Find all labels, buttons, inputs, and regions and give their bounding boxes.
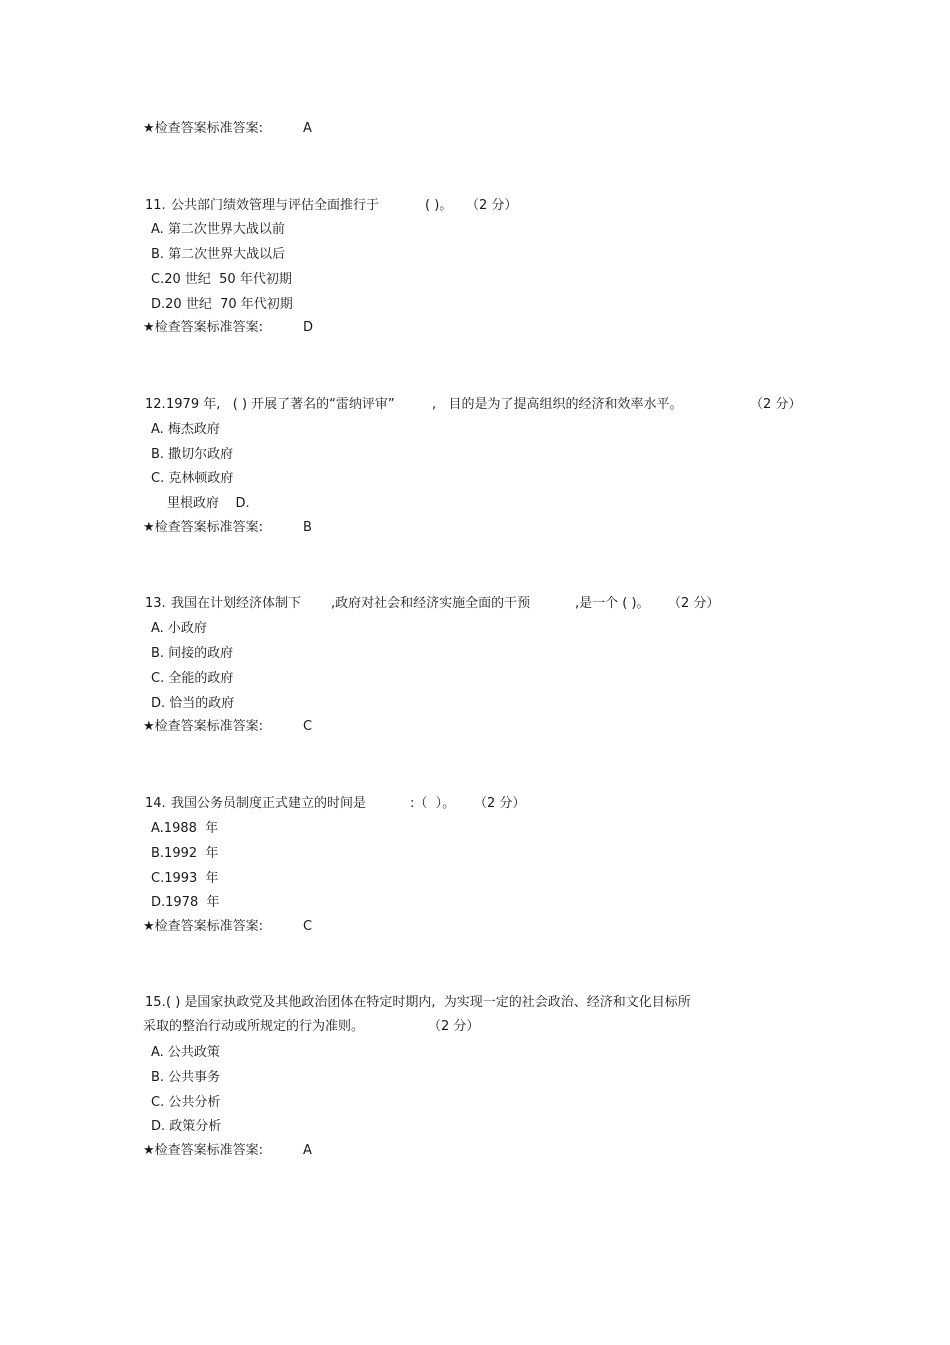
question-points: （2 分） — [428, 1019, 480, 1034]
option-a: A. 第二次世界大战以前 — [151, 222, 285, 237]
answer-label: ★检查答案标准答案: — [143, 320, 264, 335]
option-c: C. 全能的政府 — [151, 671, 234, 686]
answer-value: D — [303, 320, 314, 335]
question-number: 15. — [145, 995, 166, 1010]
option-c: C. 公共分析 — [151, 1095, 221, 1110]
option-a: A. 公共政策 — [151, 1045, 220, 1060]
question-points: （2 分） — [668, 596, 720, 611]
question-stem-cont: , 目的是为了提高组织的经济和效率水平。 — [432, 397, 683, 412]
option-b: B. 间接的政府 — [151, 646, 234, 661]
option-d: D.20 世纪 70 年代初期 — [151, 297, 293, 312]
question-stem-blank: ( )。 — [425, 198, 453, 213]
question-points: （2 分） — [750, 397, 802, 412]
answer-value: A — [303, 1143, 312, 1158]
option-c: C.20 世纪 50 年代初期 — [151, 272, 292, 287]
answer-value: C — [303, 719, 313, 734]
question-number: 11. — [145, 198, 166, 213]
answer-value: A — [303, 121, 312, 136]
option-b: B. 公共事务 — [151, 1070, 221, 1085]
answer-label: ★检查答案标准答案: — [143, 1143, 264, 1158]
question-stem: 公共部门绩效管理与评估全面推行于 — [171, 198, 380, 213]
option-a: A. 梅杰政府 — [151, 422, 220, 437]
question-stem-blank: :（ ）。 — [410, 796, 456, 811]
option-a: A. 小政府 — [151, 621, 207, 636]
question-points: （2 分） — [474, 796, 526, 811]
answer-label: ★检查答案标准答案: — [143, 121, 264, 136]
answer-label: ★检查答案标准答案: — [143, 719, 264, 734]
question-stem-cont: ,政府对社会和经济实施全面的干预 — [331, 596, 531, 611]
question-stem: 我国在计划经济体制下 — [171, 596, 302, 611]
question-points: （2 分） — [466, 198, 518, 213]
answer-label: ★检查答案标准答案: — [143, 919, 264, 934]
option-b: B. 撒切尔政府 — [151, 447, 234, 462]
question-stem-cont: 采取的整治行动或所规定的行为准则。 — [143, 1019, 365, 1034]
question-number: 14. — [145, 796, 166, 811]
option-c: C.1993 年 — [151, 871, 219, 886]
question-stem: 1979 年, ( ) 开展了著名的“雷纳评审” — [166, 397, 395, 412]
option-a: A.1988 年 — [151, 821, 219, 836]
option-c: C. 克林顿政府 — [151, 471, 234, 486]
answer-label: ★检查答案标准答案: — [143, 520, 264, 535]
question-number: 13. — [145, 596, 166, 611]
answer-value: C — [303, 919, 313, 934]
question-stem: ( ) 是国家执政党及其他政治团体在特定时期内, 为实现一定的社会政治、经济和文化目标所 — [166, 995, 691, 1010]
option-d: 里根政府 D. — [167, 496, 250, 511]
option-b: B. 第二次世界大战以后 — [151, 247, 286, 262]
option-d: D. 政策分析 — [151, 1119, 222, 1134]
option-b: B.1992 年 — [151, 846, 219, 861]
question-stem-blank: ,是一个 ( )。 — [575, 596, 650, 611]
answer-value: B — [303, 520, 312, 535]
question-stem: 我国公务员制度正式建立的时间是 — [171, 796, 367, 811]
question-number: 12. — [145, 397, 166, 412]
option-d: D. 恰当的政府 — [151, 696, 235, 711]
option-d: D.1978 年 — [151, 895, 220, 910]
